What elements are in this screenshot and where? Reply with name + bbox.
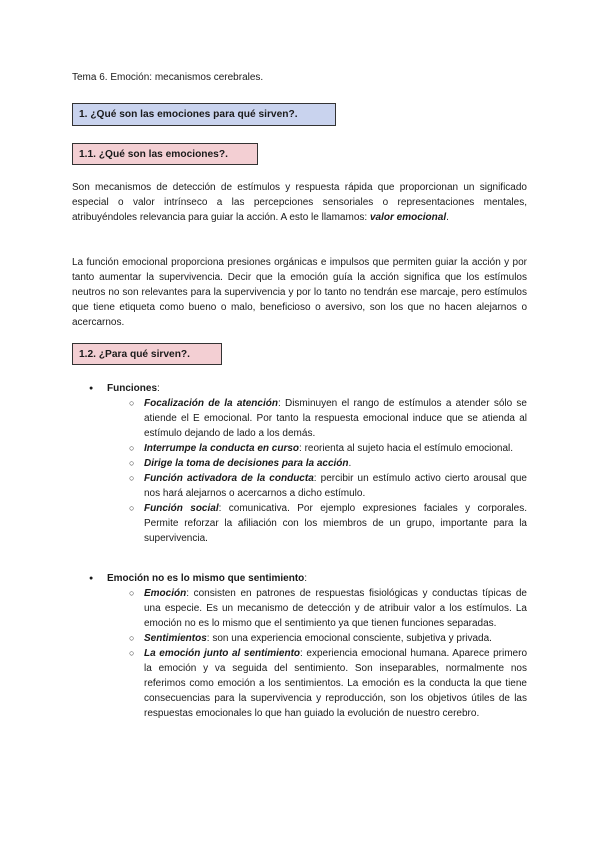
paragraph-definition-emphasis: valor emocional xyxy=(369,212,447,223)
item-term: Focalización de la atención xyxy=(144,398,278,409)
item-term: Emoción xyxy=(144,588,187,599)
emotion-feeling-sublist xyxy=(107,586,527,721)
emotion-feeling-list xyxy=(72,571,527,721)
item-text: : reorienta al sujeto hacia el estímulo emocional. xyxy=(299,443,514,454)
item-term: Dirige la toma de decisiones para la acción xyxy=(144,458,349,469)
emotion-feeling-label: Emoción no es lo mismo que sentimiento xyxy=(107,573,305,584)
section-heading-1: 1. ¿Qué son las emociones para qué sirven?. xyxy=(72,103,336,126)
item-term: Sentimientos xyxy=(144,633,207,644)
paragraph-definition xyxy=(72,180,527,225)
item-term: La emoción junto al sentimiento xyxy=(144,648,301,659)
list-item xyxy=(107,501,527,546)
item-text: : Disminuyen el rango de estímulos a atender sólo se atiende el E emocional. Por tanto la respuesta emocional induce que se atienda al estímulo dejando de lado a los demás. xyxy=(144,398,527,439)
list-item xyxy=(107,471,527,501)
list-item xyxy=(107,441,527,456)
paragraph-definition-text: Son mecanismos de detección de estímulos y respuesta rápida que proporcionan un significado especial o valor intrínseco a las percepciones sensoriales o representaciones mentales, atribuyéndoles relevancia para guiar la acción. A esto le llamamos: xyxy=(72,182,527,223)
document-title: Tema 6. Emoción: mecanismos cerebrales. xyxy=(72,72,264,83)
item-term: Función social xyxy=(144,503,219,514)
list-item xyxy=(107,631,527,646)
list-item xyxy=(72,571,527,721)
emotion-feeling-colon: : xyxy=(304,573,308,584)
item-text: : comunicativa. Por ejemplo expresiones faciales y corporales. Permite reforzar la afiliación con los miembros de un grupo, importante para la supervivencia. xyxy=(144,503,527,544)
functions-colon: : xyxy=(157,383,160,394)
functions-label: Funciones xyxy=(107,383,158,394)
item-text: : percibir un estímulo activo cierto arousal que nos hará alejarnos o acercarnos a dicho estímulo. xyxy=(144,473,527,499)
item-term: Interrumpe la conducta en curso xyxy=(144,443,300,454)
list-item xyxy=(72,381,527,546)
item-text: : consisten en patrones de respuestas fisiológicas y conductas típicas de una especie. Es un mecanismo de detección y de atribuir valor a los estímulos. La emoción no es lo mismo que el sentimiento ya que tienen funciones separadas. xyxy=(144,588,527,629)
subsection-heading-1-1: 1.1. ¿Qué son las emociones?. xyxy=(72,143,258,165)
paragraph-function: La función emocional proporciona presiones orgánicas e impulsos que permiten guiar la acción y por tanto aumentar la supervivencia. Decir que la emoción guía la acción significa que los estímulos neutros no son relevantes para la supervivencia y por lo tanto no tendrán ese marcaje, pero estímulos que tiene etiqueta como bueno o malo, beneficioso o aversivo, son los que no hacen alejarnos o acercarnos. xyxy=(72,257,527,328)
item-text: : son una experiencia emocional consciente, subjetiva y privada. xyxy=(206,633,492,644)
list-item xyxy=(107,586,527,631)
list-item xyxy=(107,396,527,441)
functions-list xyxy=(72,381,527,546)
item-text: : experiencia emocional humana. Aparece primero la emoción y va seguida del sentimiento. Son inseparables, normalmente nos referimos como emoción a los sentimientos. La emoción es la conducta la que tiene consecuencias para la supervivencia y reproducción, son los objetivos útiles de las respuestas emocionales lo que han guiado la evolución de nuestro cerebro. xyxy=(144,648,528,719)
subsection-heading-1-2: 1.2. ¿Para qué sirven?. xyxy=(72,343,222,365)
item-text: . xyxy=(348,458,352,469)
list-item xyxy=(107,646,527,721)
list-item xyxy=(107,456,527,471)
item-term: Función activadora de la conducta xyxy=(144,473,314,484)
paragraph-definition-end: . xyxy=(446,212,449,223)
functions-sublist xyxy=(107,396,527,546)
